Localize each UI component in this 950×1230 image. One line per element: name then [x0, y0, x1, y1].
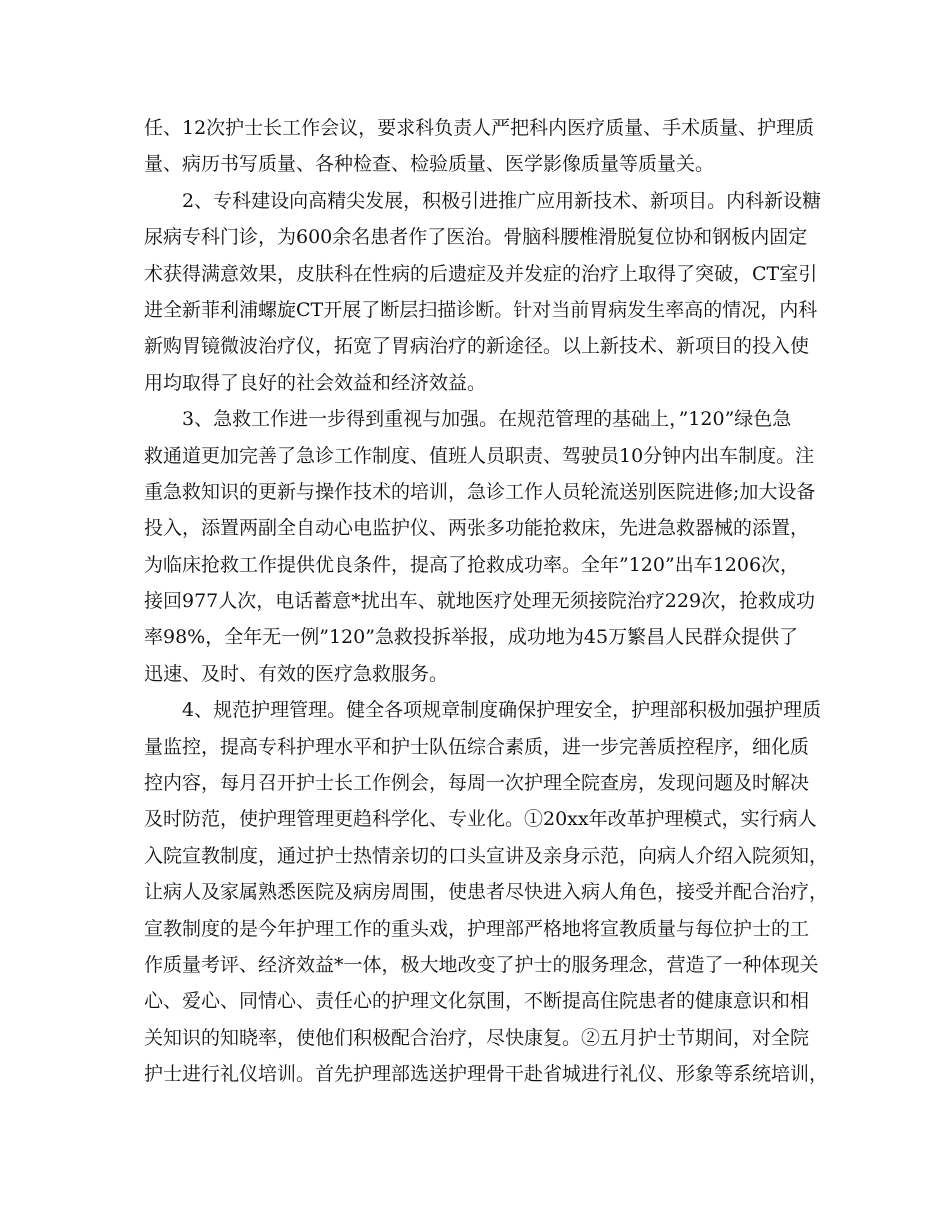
text-line: 投入，添置两副全自动心电监护仪、两张多功能抢救床，先进急救器械的添置， [144, 517, 810, 540]
text-line: 量、病历书写质量、各种检查、检验质量、医学影像质量等质量关。 [144, 153, 715, 176]
text-line: 迅速、及时、有效的医疗急救服务。 [144, 662, 449, 685]
text-line: 护士进行礼仪培训。首先护理部选送护理骨干赴省城进行礼仪、形象等系统培训， [144, 1063, 829, 1086]
text-line: 入院宣教制度，通过护士热情亲切的口头宣讲及亲身示范，向病人介绍入院须知， [144, 844, 829, 867]
text-line: 救通道更加完善了急诊工作制度、值班人员职责、驾驶员10分钟内出车制度。注 [144, 444, 815, 467]
paragraph-start-line: 3、急救工作进一步得到重视与加强。在规范管理的基础上，”120”绿色急 [182, 408, 792, 431]
body-text [144, 110, 829, 1093]
paragraph-start-line: 4、规范护理管理。健全各项规章制度确保护理安全，护理部积极加强护理质 [182, 699, 822, 722]
text-line: 接回977人次，电话蓄意*扰出车、就地医疗处理无须接院治疗229次，抢救成功 [144, 590, 816, 613]
text-line: 重急救知识的更新与操作技术的培训，急诊工作人员轮流送别医院进修;加大设备 [144, 480, 816, 503]
text-line: 尿病专科门诊，为600余名患者作了医治。骨脑科腰椎滑脱复位协和钢板内固定 [144, 226, 808, 249]
text-line: 作质量考评、经济效益*一体，极大地改变了护士的服务理念，营造了一种体现关 [144, 953, 819, 976]
text-line: 关知识的知晓率，使他们积极配合治疗，尽快康复。②五月护士节期间，对全院 [144, 1026, 810, 1049]
text-line: 为临床抢救工作提供优良条件，提高了抢救成功率。全年”120”出车1206次， [144, 553, 800, 576]
paragraph-start-line: 2、专科建设向高精尖发展，积极引进推广应用新技术、新项目。内科新设糖 [182, 189, 822, 212]
text-line: 及时防范，使护理管理更趋科学化、专业化。①20xx年改革护理模式，实行病人 [144, 808, 817, 831]
text-line: 量监控，提高专科护理水平和护士队伍综合素质，进一步完善质控程序，细化质 [144, 735, 810, 758]
text-line: 进全新菲利浦螺旋CT开展了断层扫描诊断。针对当前胃病发生率高的情况，内科 [144, 298, 818, 321]
text-line: 控内容，每月召开护士长工作例会，每周一次护理全院查房，发现问题及时解决 [144, 772, 810, 795]
text-line: 宣教制度的是今年护理工作的重头戏，护理部严格地将宣教质量与每位护士的工 [144, 917, 810, 940]
text-line: 心、爱心、同情心、责任心的护理文化氛围，不断提高住院患者的健康意识和相 [144, 990, 810, 1013]
text-line: 让病人及家属熟悉医院及病房周围，使患者尽快进入病人角色，接受并配合治疗， [144, 881, 829, 904]
text-line: 用均取得了良好的社会效益和经济效益。 [144, 371, 487, 394]
text-line: 术获得满意效果，皮肤科在性病的后遗症及并发症的治疗上取得了突破，CT室引 [144, 262, 818, 285]
text-line: 新购胃镜微波治疗仪，拓宽了胃病治疗的新途径。以上新技术、新项目的投入使 [144, 335, 810, 358]
text-line: 率98%，全年无一例”120”急救投拆举报，成功地为45万繁昌人民群众提供了 [144, 626, 799, 649]
text-line: 任、12次护士长工作会议，要求科负责人严把科内医疗质量、手术质量、护理质 [144, 117, 815, 139]
